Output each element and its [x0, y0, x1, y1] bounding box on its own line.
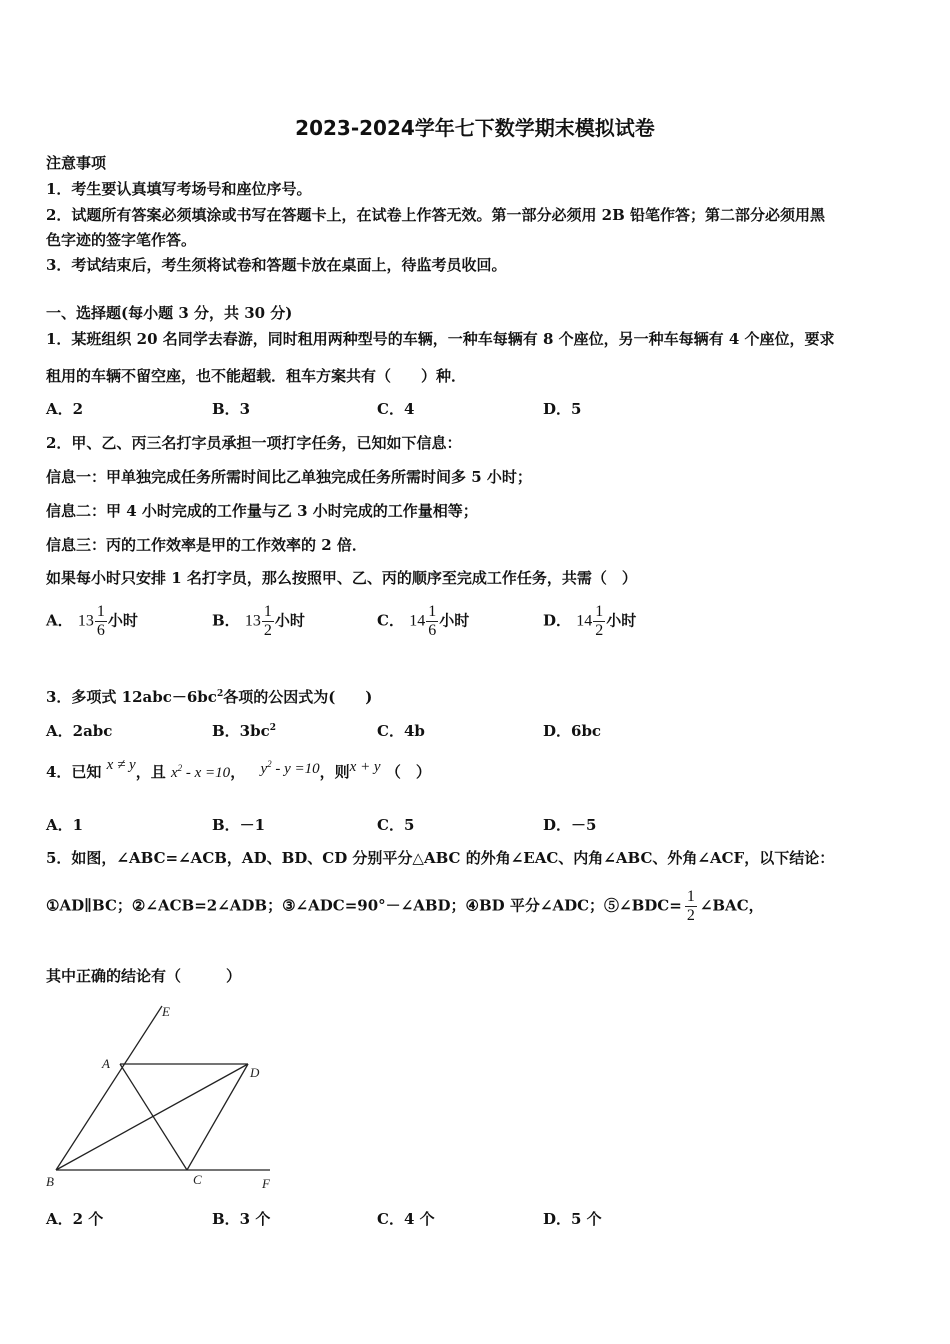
q4-sep: ，则 [319, 763, 350, 781]
option-label: C． [377, 611, 404, 630]
fraction [685, 888, 697, 925]
line-cd [187, 1064, 248, 1170]
q4-expression: x + y [349, 759, 381, 775]
option-label: D． [543, 611, 572, 630]
fraction-numerator: 1 [428, 603, 437, 620]
q4-equation-1 [171, 765, 230, 781]
rest: - x =10 [182, 765, 231, 781]
q1-option-d: D．5 [543, 400, 582, 418]
var: y [260, 761, 268, 777]
fraction-denominator: 2 [595, 622, 604, 639]
q1-option-c: C．4 [377, 400, 415, 418]
unit: 小时 [439, 611, 470, 630]
q5-option-c: C．4 个 [377, 1210, 435, 1228]
var: x [170, 765, 178, 781]
q4-sep: ，且 [135, 763, 166, 781]
fraction-numerator: 1 [595, 603, 604, 620]
geometry-figure [44, 998, 284, 1194]
q2-option-d [543, 603, 636, 640]
q2-info-2: 信息二：甲 4 小时完成的工作量与乙 3 小时完成的工作量相等； [46, 502, 478, 520]
label-b: B [46, 1174, 54, 1189]
section-heading: 一、选择题(每小题 3 分，共 30 分) [46, 304, 293, 322]
q4-option-d: D．－5 [543, 816, 597, 834]
option-label: A． [46, 611, 73, 630]
q1-option-a: A．2 [46, 400, 84, 418]
q5-text-line1: 5．如图，∠ABC=∠ACB，AD、BD、CD 分别平分△ABC 的外角∠EAC、内角∠ABC、外角∠ACF，以下结论： [46, 849, 835, 867]
mixed-whole: 13 [77, 612, 94, 630]
line-be [56, 1006, 162, 1170]
q4-option-b: B．－1 [212, 816, 266, 834]
q5-option-a: A．2 个 [46, 1210, 104, 1228]
q4-option-c: C．5 [377, 816, 415, 834]
q4-text [46, 757, 431, 782]
fraction-numerator: 1 [263, 603, 272, 620]
q3-text [46, 686, 372, 707]
fraction [426, 603, 438, 640]
q3-text-b: 各项的公因式为( ) [223, 688, 373, 706]
q2-question: 如果每小时只安排 1 名打字员，那么按照甲、乙、丙的顺序至完成工作任务，共需（ ） [46, 569, 637, 587]
fraction [95, 603, 107, 640]
fraction [262, 603, 274, 640]
unit: 小时 [274, 611, 305, 630]
label-a: A [102, 1056, 110, 1071]
fraction-denominator: 2 [263, 622, 272, 639]
q3-exponent: 2 [216, 689, 224, 699]
rest: - y =10 [271, 761, 320, 777]
exponent: 2 [267, 759, 272, 769]
q5-conclusions: ①AD∥BC；②∠ACB=2∠ADB；③∠ADC=90°－∠ABD；④BD 平分∠ADC；⑤∠BDC= [46, 896, 682, 915]
q5-conclusions-end: ∠BAC， [699, 896, 764, 915]
line-bd [56, 1064, 248, 1170]
q2-option-a [46, 603, 138, 640]
notice-item-3: 3．考试结束后，考生须将试卷和答题卡放在桌面上，待监考员收回。 [46, 256, 507, 274]
q5-option-b: B．3 个 [212, 1210, 271, 1228]
q5-option-d: D．5 个 [543, 1210, 602, 1228]
fraction-numerator: 1 [686, 888, 695, 905]
q4-condition: x ≠ y [106, 757, 136, 773]
q4-answer-blank: （ ） [385, 763, 431, 781]
q5-text-line3: 其中正确的结论有（ ） [46, 967, 242, 985]
notice-item-1: 1．考生要认真填写考场号和座位序号。 [46, 180, 312, 198]
label-e: E [162, 1004, 170, 1019]
fraction-denominator: 2 [686, 907, 695, 924]
q2-text-line1: 2．甲、乙、丙三名打字员承担一项打字任务，已知如下信息： [46, 434, 462, 452]
q2-option-b [212, 603, 305, 640]
mixed-whole: 14 [576, 612, 593, 630]
line-ac [120, 1064, 187, 1170]
fraction-denominator: 6 [428, 622, 437, 639]
q2-option-c [377, 603, 469, 640]
q3-option-c: C．4b [377, 722, 425, 740]
q1-option-b: B．3 [212, 400, 251, 418]
q4-option-a: A．1 [46, 816, 84, 834]
q4-prefix: 4．已知 [46, 763, 102, 781]
notice-item-2: 2．试题所有答案必须填涂或书写在答题卡上，在试卷上作答无效。第一部分必须用 2B 铅笔作答；第二部分必须用黑 [46, 206, 826, 224]
q3-option-b-exponent: 2 [269, 723, 277, 733]
fraction-denominator: 6 [96, 622, 105, 639]
page-title: 2023-2024学年七下数学期末模拟试卷 [295, 116, 655, 140]
q2-info-3: 信息三：丙的工作效率是甲的工作效率的 2 倍． [46, 536, 367, 554]
fraction [593, 603, 605, 640]
q3-text-a: 3．多项式 12abc－6bc [46, 688, 217, 706]
q3-option-b-text: B．3bc [212, 722, 270, 740]
q4-equation-2 [260, 761, 319, 777]
q1-text-line2: 租用的车辆不留空座，也不能超载．租车方案共有（ ）种． [46, 367, 467, 385]
mixed-whole: 13 [244, 612, 261, 630]
label-c: C [193, 1172, 202, 1187]
q3-option-a: A．2abc [46, 722, 113, 740]
q1-text-line1: 1．某班组织 20 名同学去春游，同时租用两种型号的车辆，一种车每辆有 8 个座位，另一种车每辆有 4 个座位，要求 [46, 330, 835, 348]
unit: 小时 [606, 611, 637, 630]
label-d: D [250, 1065, 260, 1080]
fraction-numerator: 1 [96, 603, 105, 620]
exponent: 2 [177, 763, 183, 773]
notice-heading: 注意事项 [46, 154, 107, 172]
label-f: F [262, 1176, 270, 1191]
q5-text-line2 [46, 888, 764, 925]
q3-option-b [212, 720, 276, 741]
option-label: B． [212, 611, 240, 630]
q3-option-d: D．6bc [543, 722, 602, 740]
mixed-whole: 14 [409, 612, 426, 630]
unit: 小时 [107, 611, 138, 630]
notice-item-2-cont: 色字迹的签字笔作答。 [46, 231, 197, 249]
q4-sep: ， [230, 763, 246, 781]
q2-info-1: 信息一：甲单独完成任务所需时间比乙单独完成任务所需时间多 5 小时； [46, 468, 532, 486]
